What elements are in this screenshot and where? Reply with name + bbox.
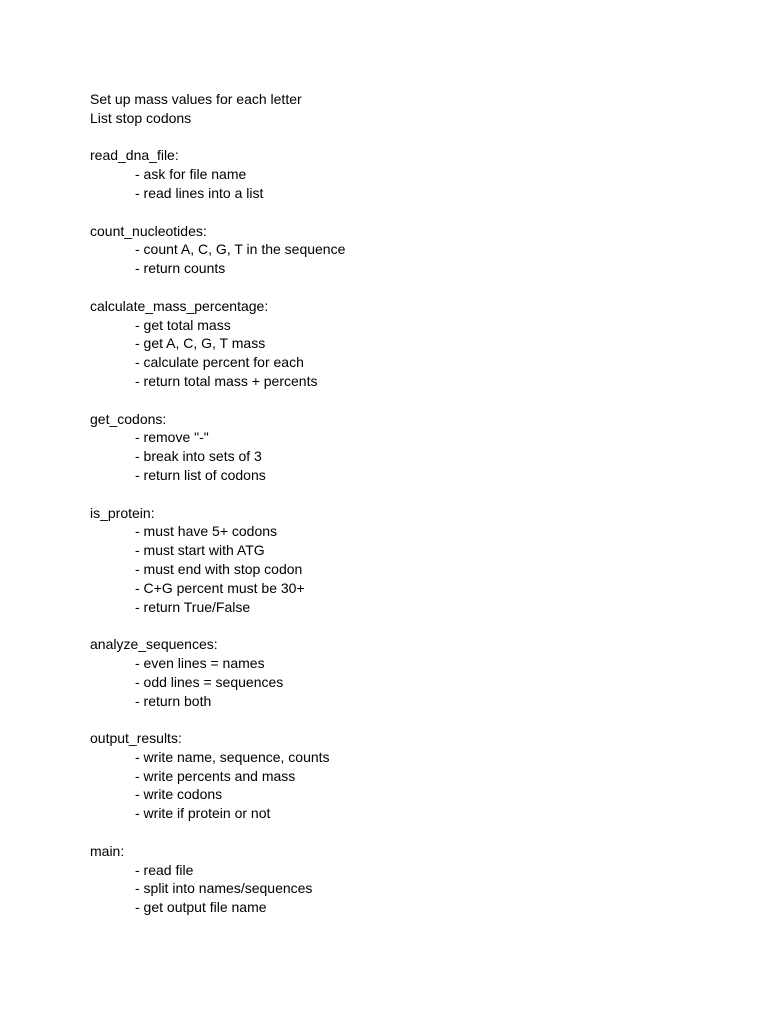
blank-line (90, 823, 730, 842)
section-item: - write if protein or not (135, 805, 271, 822)
section-item: - must start with ATG (135, 542, 265, 559)
section-item: - return total mass + percents (135, 372, 318, 389)
blank-line (90, 710, 730, 729)
section-read-dna-file (90, 146, 730, 202)
section-item: - read file (135, 861, 194, 878)
blank-line (90, 278, 730, 297)
section-item: - return list of codons (135, 466, 266, 483)
section-is-protein (90, 504, 730, 617)
section-item: - even lines = names (135, 654, 265, 671)
section-item: - ask for file name (135, 166, 247, 183)
section-item: - return True/False (135, 598, 251, 615)
section-heading: is_protein: (90, 504, 155, 521)
section-heading: main: (90, 842, 125, 859)
section-main (90, 842, 730, 917)
section-count-nucleotides (90, 222, 730, 278)
section-item: - write codons (135, 786, 223, 803)
section-item: - break into sets of 3 (135, 448, 262, 465)
section-item: - read lines into a list (135, 184, 264, 201)
section-item: - must end with stop codon (135, 560, 303, 577)
blank-line (90, 616, 730, 635)
section-item: - odd lines = sequences (135, 673, 284, 690)
section-output-results (90, 729, 730, 823)
section-item: - get total mass (135, 316, 231, 333)
section-item: - return counts (135, 260, 226, 277)
section-heading: analyze_sequences: (90, 636, 218, 653)
section-item: - return both (135, 692, 212, 709)
section-item: - write percents and mass (135, 767, 296, 784)
section-get-codons (90, 410, 730, 485)
section-item: - remove "-" (135, 429, 209, 446)
blank-line (90, 485, 730, 504)
intro-line: List stop codons (90, 109, 192, 126)
section-item: - get output file name (135, 899, 267, 916)
section-heading: calculate_mass_percentage: (90, 297, 269, 314)
section-heading: read_dna_file: (90, 147, 179, 164)
section-item: - calculate percent for each (135, 354, 304, 371)
document-body (90, 90, 730, 917)
section-heading: output_results: (90, 730, 182, 747)
section-item: - split into names/sequences (135, 880, 313, 897)
section-analyze-sequences (90, 635, 730, 710)
blank-line (90, 203, 730, 222)
section-item: - C+G percent must be 30+ (135, 579, 305, 596)
intro-line: Set up mass values for each letter (90, 91, 302, 107)
blank-line (90, 391, 730, 410)
section-heading: count_nucleotides: (90, 222, 207, 239)
section-item: - count A, C, G, T in the sequence (135, 241, 346, 258)
section-calculate-mass-percentage (90, 297, 730, 391)
blank-line (90, 128, 730, 147)
section-heading: get_codons: (90, 410, 167, 427)
section-item: - must have 5+ codons (135, 523, 278, 540)
section-item: - write name, sequence, counts (135, 748, 330, 765)
section-item: - get A, C, G, T mass (135, 335, 266, 352)
